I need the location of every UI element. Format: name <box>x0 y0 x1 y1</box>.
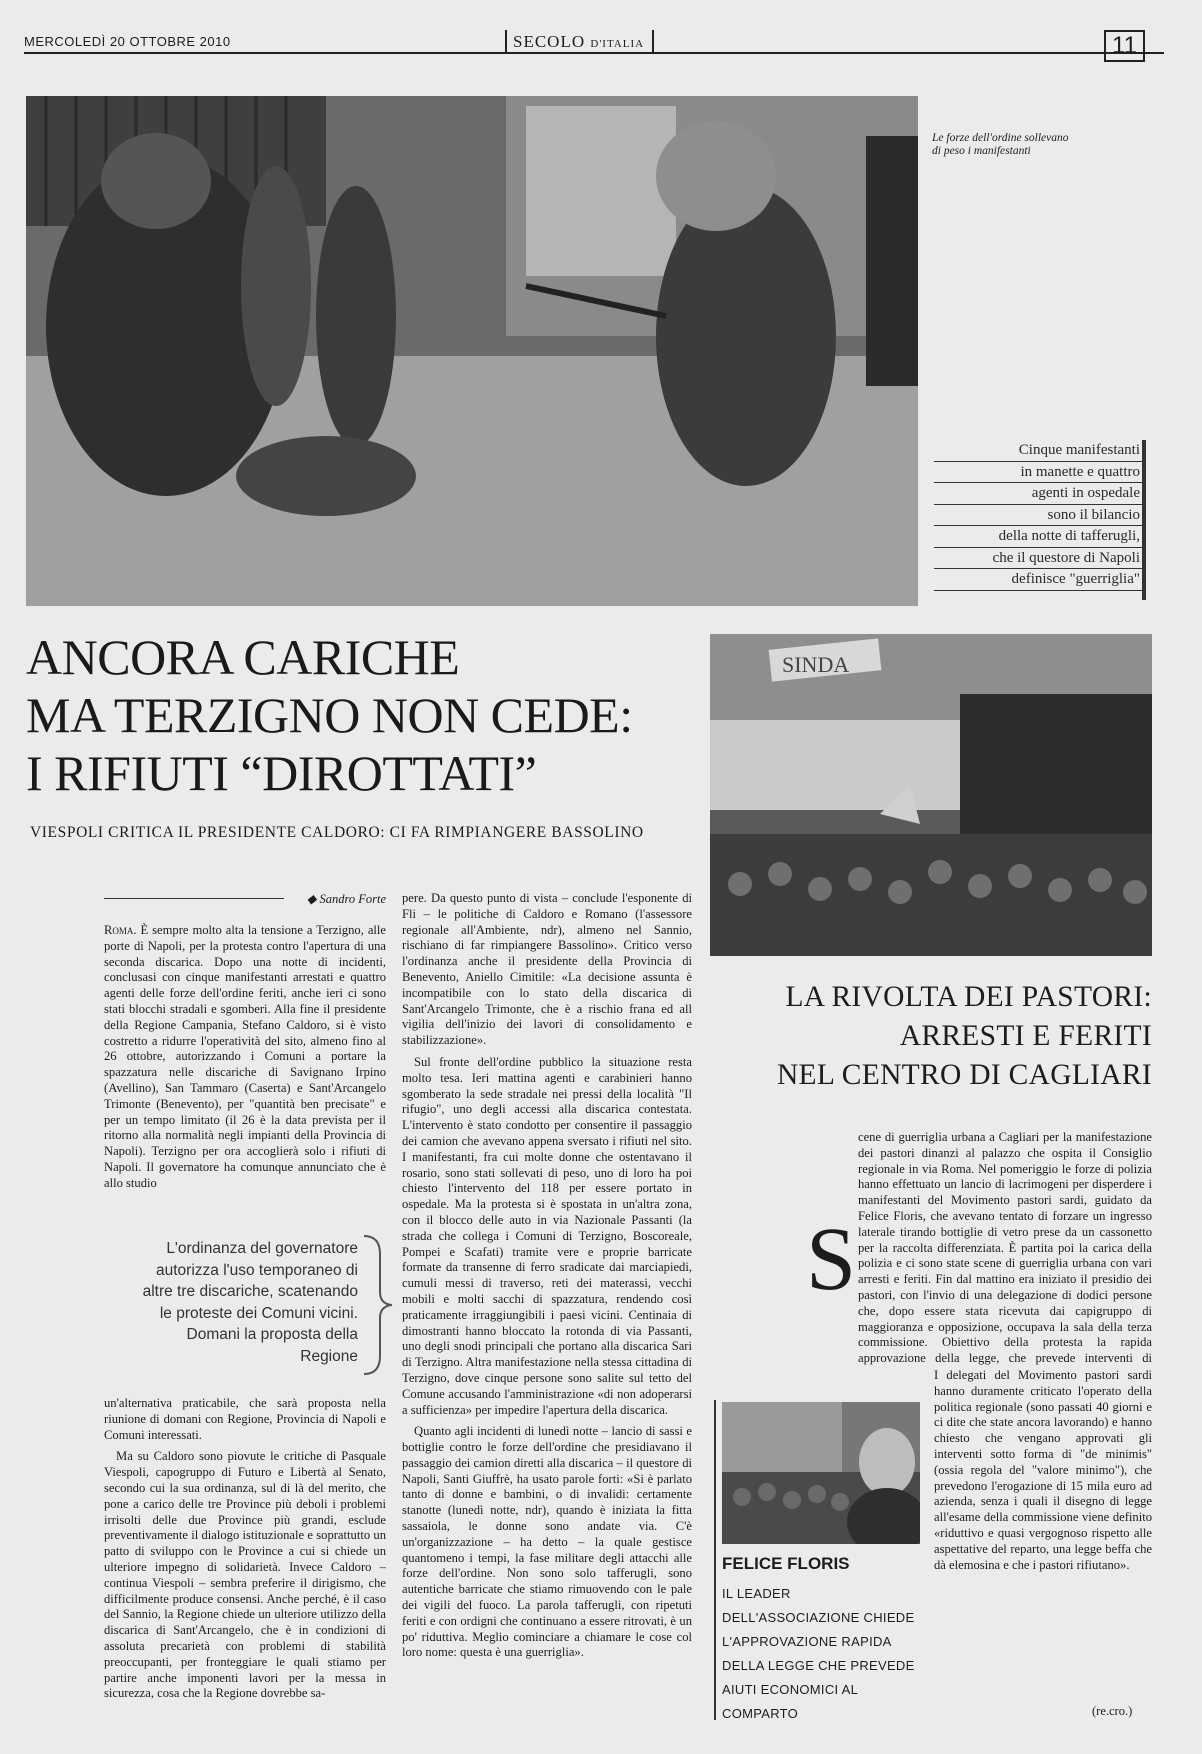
highlight-line: in manette e quattro <box>934 462 1146 484</box>
article-paragraph: Quanto agli incidenti di lunedì notte – lancio di sassi e bottiglie contro le forze dell'ordine che presidiavano il passaggio dei camion diretti alla discarica – il questore di Napoli, Santi Giuffrè, ha usato parole forti: «Si è parlato tanto di donne e bambini, o di invalidi: certamente stanotte (lunedì notte, ndr), quando è iniziata la fitta sassaiola, le donne sono andate via. C'è un'organizzazione – ha detto – la quale gestisce quantomeno i tempi, la fase militare degli attacchi alle forze dell'ordine. Non sono solo tafferugli, sono autentiche barricate che stiamo rimuovendo con le pale dei vigili del fuoco. La parola tafferugli, con ripetuti feriti e con ordigni che continuano a essere ritrovati, è un po' riduttiva. Meglio cominciare a chiamare le cose col loro nome: questa è una guerriglia». <box>402 1424 692 1660</box>
highlight-line: sono il bilancio <box>934 505 1146 527</box>
side-column-top <box>858 1130 1152 1366</box>
paragraph-text: È sempre molto alta la tensione a Terzigno, alle porte di Napoli, per la protesta contro l'apertura di una seconda discarica. Dopo una notte di incidenti, conclusasi con cinque manifestanti arrestati e quattro agenti delle forze dell'ordine feriti, anche ieri ci sono stati blocchi stradali e sgomberi. Alla fine il presidente della Regione Campania, Stefano Caldoro, si è visto costretto a ridurre l'operatività del sito, almeno fino al 26 ottobre, autorizzando i Comuni a portare la spazzatura nelle discariche di Savignano Irpino (Avellino), San Tammaro (Caserta) e Sant'Arcangelo Trimonte (Benevento), per "quantità ben precisate" e per un tempo limitato (il 26 è la data prevista per il ritorno alla normalità negli impianti della Provincia di Napoli). Terzigno per ora accoglierà solo i rifiuti di Napoli. Il governatore ha comunque annunciato che è allo studio <box>104 923 386 1190</box>
article-signature: (re.cro.) <box>1092 1704 1133 1718</box>
masthead-suffix: D'ITALIA <box>590 38 645 50</box>
newspaper-masthead <box>505 30 654 52</box>
highlight-line: definisce "guerriglia" <box>934 569 1146 591</box>
protest-banner-text: SINDA <box>782 652 850 677</box>
headline-line: ANCORA CARICHE <box>26 629 460 685</box>
masthead-name: SECOLO <box>513 32 586 51</box>
main-column-1-bottom <box>104 1396 386 1718</box>
header-rule <box>24 52 1164 54</box>
highlight-line: della notte di tafferugli, <box>934 526 1146 548</box>
author-name: Sandro Forte <box>319 892 386 906</box>
subheadline: VIESPOLI CRITICA IL PRESIDENTE CALDORO: CI FA RIMPIANGERE BASSOLINO <box>30 824 644 841</box>
main-column-2 <box>402 891 692 1719</box>
article-paragraph: cene di guerriglia urbana a Cagliari per la manifestazione dei pastori dinanzi al palazzo che ospita il Consiglio regionale in via Roma. Nel pomeriggio le forze di polizia hanno effettuato un lancio di lacrimogeni per disperdere i manifestanti del Movimento pastori sardi, guidato da Felice Floris, che avevano tentato di forzare un ingresso laterale tirando bottiglie di vetro prese da un cassonetto per la raccolta differenziata. È partita poi la carica della polizia e ci sono state scene di guerriglia urbana con vari arresti e feriti. Fin dal mattino era iniziato il presidio dei pastori, con l'invio di una delegazione di dodici persone che, dopo essere stata ricevuta dai capigruppo di maggioranza e opposizione, occupava la sala della terza commissione. Obiettivo della protesta la rapida approvazione della legge, che prevede interventi di <box>858 1130 1152 1366</box>
floris-caption <box>722 1554 922 1726</box>
article-paragraph: Sul fronte dell'ordine pubblico la situazione resta molto tesa. Ieri mattina agenti e carabinieri hanno sgomberato la sede stradale nei pressi della località "Il rifugio", uno degli accessi alla discarica contestata. L'intervento è stato condotto per consentire il passaggio dei camion che avevano appena sversato i rifiuti nel sito. I manifestanti, fra cui molte donne che ostentavano il rosario, sono stati sollevati di peso, uno di loro ha poi chiesto l'intervento del 118 per essere portato in ospedale. Ma la protesta si è spostata in un'altra zona, con il blocco delle auto in via Nazionale Passanti (la strada che collega i Comuni di Terzigno, Boscoreale, Pompei e Scafati) tramite vere e proprie barricate formate da transenne di ferro sradicate dai marciapiedi, cumuli messi di traverso, reti dei materassi, vecchi mobili e molti sacchi di spazzatura, rendendo così praticamente irraggiungibili i paesi vicini. Centinaia di dimostranti hanno bloccato la rotonda di via Passanti, uno degli snodi principali che portano alla discarica Sari di Terzigno. Altra manifestazione nella stessa cittadina di Terzigno, dove cinque persone sono salite sul tetto del Comune accusando l'amministrazione «di non adoperarsi a sufficienza» per impedire l'apertura della discarica. <box>402 1054 692 1417</box>
side-headline <box>712 978 1152 1095</box>
caption-text: IL LEADER DELL'ASSOCIAZIONE CHIEDE L'APPROVAZIONE RAPIDA DELLA LEGGE CHE PREVEDE AIUTI ECONOMICI AL COMPARTO <box>722 1586 915 1721</box>
byline: ◆ Sandro Forte <box>306 892 386 906</box>
article-paragraph: I delegati del Movimento pastori sardi hanno duramente criticato l'operato della politica regionale (sono passati 40 giorni e ci dite che state ancora lavorando) e hanno chiesto che vengano approvati gli interventi sotto forma di "de minimis" (ossia regola del "valore minimo"), che prevedono l'erogazione di 15 mila euro ad azienda, senza i quali il disegno di legge all'esame della commissione viene definito «riduttivo e quasi vergognoso rispetto alle aspettative del reparto, una legge beffa che dà elemosina e che i pastori rifiutano». <box>934 1368 1152 1572</box>
article-paragraph <box>104 923 386 1192</box>
top-photo <box>26 96 918 606</box>
caption-name: FELICE FLORIS <box>722 1554 850 1573</box>
cagliari-photo-illustration <box>710 634 1152 956</box>
highlight-line: che il questore di Napoli <box>934 548 1146 570</box>
floris-photo-illustration <box>722 1402 920 1544</box>
drop-cap: S <box>806 1210 857 1309</box>
article-paragraph: pere. Da questo punto di vista – conclude l'esponente di Fli – le politiche di Caldoro e Romano (l'assessore regionale all'Ambiente, ndr), almeno nel Sannio, rischiano di far rimpiangere Bassolino». Critico verso l'ordinanza anche il presidente della Provincia di Benevento, Aniello Cimitile: «La decisione assunta è incompatibile con lo stato della discarica di Sant'Arcangelo Trimonte, che è a rischio frana ed all vigilia dell'inizio dei lavori di consolidamento e stabilizzazione». <box>402 891 692 1048</box>
cagliari-photo <box>710 634 1152 956</box>
photo-box-rule <box>714 1400 716 1720</box>
page-number: 11 <box>1104 30 1145 62</box>
pull-quote: L'ordinanza del governatore autorizza l'uso temporaneo di altre tre discariche, scatenando le proteste dei Comuni vicini. Domani la proposta della Regione <box>142 1240 358 1365</box>
highlight-line: agenti in ospedale <box>934 483 1146 505</box>
side-column-bottom <box>934 1368 1152 1702</box>
pull-quote-brace <box>360 1234 394 1376</box>
headline-line: I RIFIUTI “DIROTTATI” <box>26 745 537 801</box>
side-headline-line: ARRESTI E FERITI <box>899 1020 1152 1052</box>
dateline: Roma. <box>104 923 137 937</box>
top-photo-caption: Le forze dell'ordine sollevano di peso i manifestanti <box>932 132 1069 157</box>
highlight-line: Cinque manifestanti <box>934 440 1146 462</box>
side-headline-line: LA RIVOLTA DEI PASTORI: <box>785 981 1152 1013</box>
side-headline-line: NEL CENTRO DI CAGLIARI <box>776 1059 1152 1091</box>
article-paragraph: un'alternativa praticabile, che sarà proposta nella riunione di domani con Regione, Provincia di Napoli e Comuni interessati. <box>104 1396 386 1442</box>
top-photo-illustration <box>26 96 918 606</box>
issue-date: MERCOLEDÌ 20 OTTOBRE 2010 <box>24 34 231 49</box>
main-column-1-top <box>104 923 386 1223</box>
article-paragraph: Ma su Caldoro sono piovute le critiche di Pasquale Viespoli, capogruppo di Futuro e Libertà al Senato, secondo cui la sua ordinanza, sul di là del merito, che pone a carico delle tre Province più deboli i problemi irrisolti delle due Province più grandi, esclude preventivamente il dialogo istituzionale e soprattutto un patto di sviluppo con le Province a cui si chiede un ulteriore impegno di solidarietà. Invece Caldoro – continua Viespoli – sembra preferire il dirigismo, che difficilmente produce consensi. Anche perché, è il caso del Sannio, la Regione chiede un ulteriore utilizzo della discarica di Sant'Arcangelo, che è in condizioni di assoluta precarietà con problemi di stabilità preoccupanti, per fronteggiare le quali stiamo per partire anche imponenti lavori per la messa in sicurezza, cosa che la Regione dovrebbe sa- <box>104 1449 386 1701</box>
floris-photo <box>722 1402 920 1544</box>
headline-line: MA TERZIGNO NON CEDE: <box>26 687 633 743</box>
highlight-box <box>934 440 1146 591</box>
highlight-box-edge <box>1142 440 1146 600</box>
main-headline <box>26 628 706 802</box>
